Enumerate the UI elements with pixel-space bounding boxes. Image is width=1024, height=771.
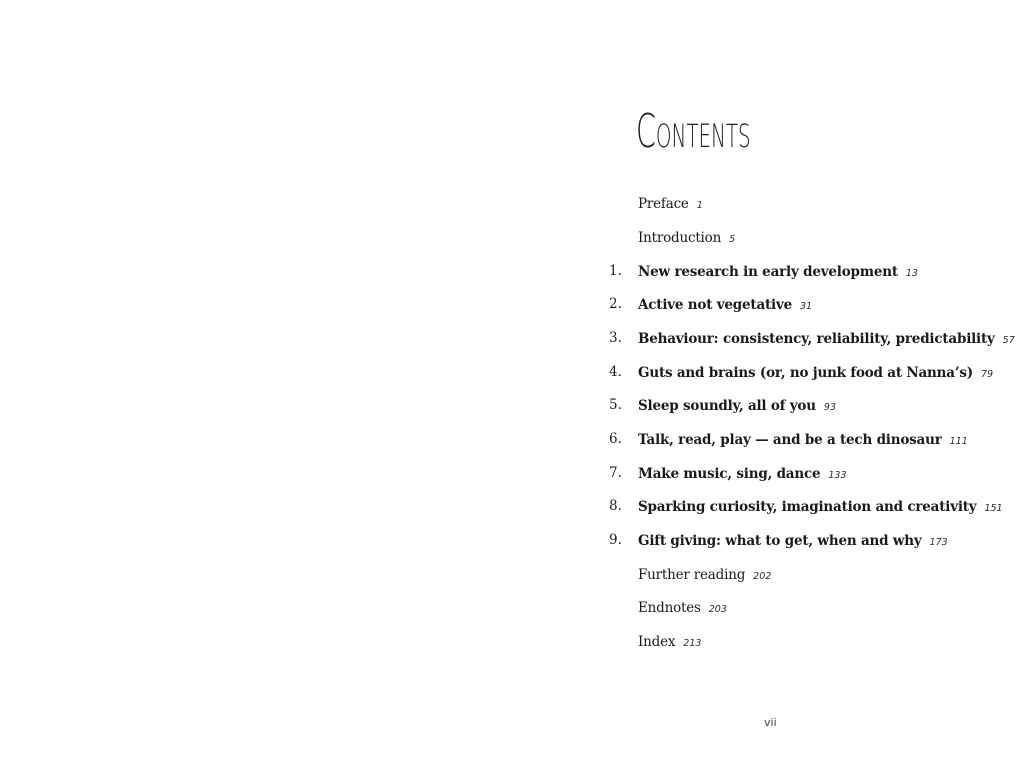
- toc-entry-page: 173: [929, 537, 948, 548]
- toc-entry-title: Behaviour: consistency, reliability, predictability: [638, 331, 995, 347]
- contents-heading: Contents: [636, 104, 751, 158]
- toc-entry-page: 151: [984, 503, 1003, 514]
- toc-entry-title: Talk, read, play — and be a tech dinosaur: [638, 432, 942, 448]
- toc-entry-page: 93: [823, 402, 836, 413]
- toc-entry: [0, 260, 1024, 282]
- toc-entry-title: Further reading: [638, 567, 746, 583]
- toc-entry-page: 57: [1002, 335, 1015, 346]
- toc-entry-page: 5: [729, 234, 736, 245]
- toc-entry-page: 13: [905, 268, 918, 279]
- toc-entry-number: 5.: [609, 397, 622, 413]
- toc-entry-number: 1.: [609, 263, 622, 279]
- toc-entry: [0, 226, 1024, 248]
- toc-entry-page: 203: [708, 604, 727, 615]
- toc-entry-title: Endnotes: [638, 600, 701, 616]
- toc-entry-number: 3.: [609, 330, 622, 346]
- toc-entry: [0, 529, 1024, 551]
- toc-entry: [0, 462, 1024, 484]
- toc-entry-title: Introduction: [638, 230, 722, 246]
- page-number: vii: [764, 716, 777, 729]
- toc-entry-title: Active not vegetative: [638, 297, 792, 313]
- toc-entry: [0, 192, 1024, 214]
- toc-entry: [0, 361, 1024, 383]
- toc-entry-number: 4.: [609, 364, 622, 380]
- toc-entry-title: Gift giving: what to get, when and why: [638, 533, 922, 549]
- toc-entry-page: 31: [800, 301, 813, 312]
- toc-entry-title: Index: [638, 634, 676, 650]
- toc-entry-number: 2.: [609, 296, 622, 312]
- toc-entry: [0, 563, 1024, 585]
- toc-entry-number: 7.: [609, 465, 622, 481]
- toc-entry-page: 111: [949, 436, 968, 447]
- toc-entry-title: Preface: [638, 196, 689, 212]
- toc-entry-page: 202: [753, 571, 772, 582]
- toc-entry: [0, 428, 1024, 450]
- toc-entry: [0, 327, 1024, 349]
- toc-entry: [0, 630, 1024, 652]
- toc-entry: [0, 394, 1024, 416]
- toc-entry: [0, 596, 1024, 618]
- toc-entry-title: Sleep soundly, all of you: [638, 398, 816, 414]
- toc-entry-number: 8.: [609, 498, 622, 514]
- toc-entry-page: 133: [828, 470, 847, 481]
- toc-entry-page: 79: [980, 369, 994, 380]
- toc-entry-number: 6.: [609, 431, 622, 447]
- toc-entry-number: 9.: [609, 532, 622, 548]
- toc-entry-title: Make music, sing, dance: [638, 466, 821, 482]
- toc-entry-page: 213: [683, 638, 702, 649]
- toc-entry-title: Guts and brains (or, no junk food at Nanna’s): [638, 365, 973, 381]
- toc-entry-page: 1: [696, 200, 703, 211]
- toc-entry: [0, 495, 1024, 517]
- toc-entry-title: New research in early development: [638, 264, 898, 280]
- toc-entry-title: Sparking curiosity, imagination and creativity: [638, 499, 977, 515]
- toc-entry: [0, 293, 1024, 315]
